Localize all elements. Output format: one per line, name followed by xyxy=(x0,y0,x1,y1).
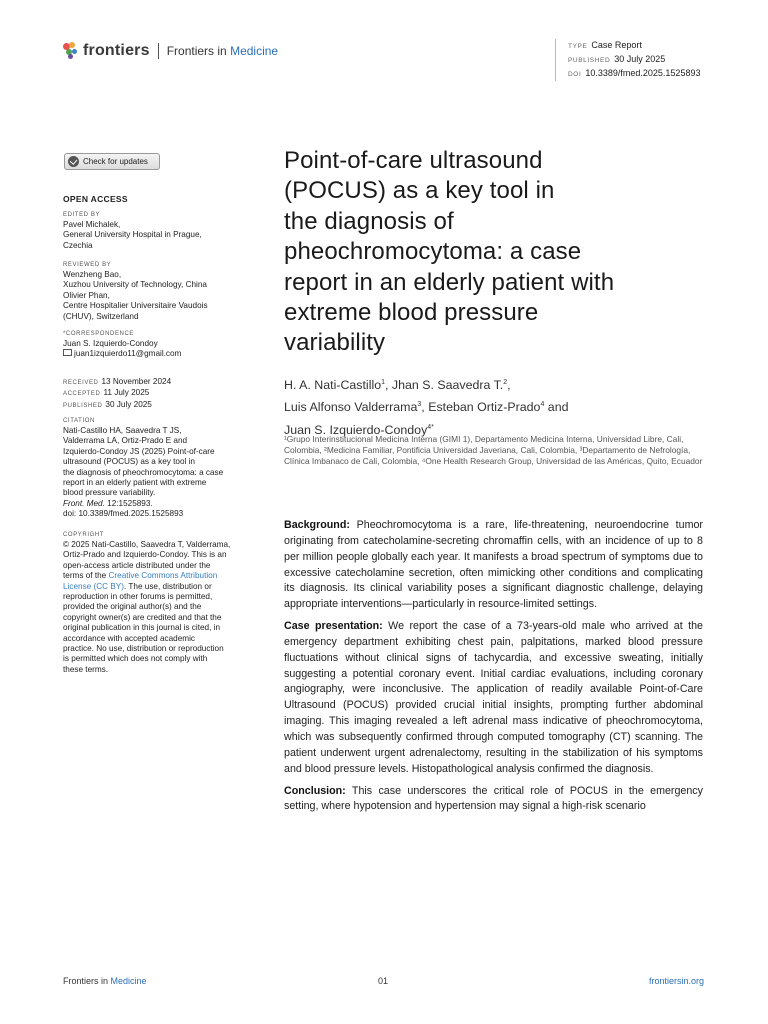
citation-label: CITATION xyxy=(63,418,95,424)
citation-line: Valderrama LA, Ortiz-Prado E and xyxy=(63,436,188,446)
citation-line: Nati-Castillo HA, Saavedra T JS, xyxy=(63,426,182,435)
citation-line: blood pressure variability. xyxy=(63,488,156,498)
reviewer-line: Centre Hospitalier Universitaire Vaudois xyxy=(63,301,208,311)
journal-prefix: Frontiers in xyxy=(166,44,227,58)
author-name[interactable]: Juan S. Izquierdo-Condoy xyxy=(284,422,428,437)
copyright-line: copyright owner(s) are credited and that the xyxy=(63,612,222,622)
author-name[interactable]: H. A. Nati-Castillo xyxy=(284,378,382,393)
edited-by-label: EDITED BY xyxy=(63,212,101,218)
abstract xyxy=(284,518,703,821)
affiliations: ¹Grupo Interinstitucional Medicina Interna (GIMI 1), Departamento Medicina Interna, Universidad Libre, Cali, Colombia, ²Medicina Familiar, Pontificia Universidad Javeriana, Cali, Colombia, ³Departamento de Nefrología, Clínica Imbanaco de Cali, Colombia, ⁴One Health Research Group, Universidad de las Américas, Quito, Ecuador xyxy=(284,434,703,466)
copyright-line: practice. No use, distribution or reproduction xyxy=(63,644,224,654)
type-label: TYPE xyxy=(568,43,588,50)
title-line: pheochromocytoma: a case xyxy=(284,238,582,266)
correspondence-name: Juan S. Izquierdo-Condoy xyxy=(63,339,158,348)
title-line: Point-of-care ultrasound xyxy=(284,147,543,174)
received-label: RECEIVED xyxy=(63,380,99,386)
title-line: the diagnosis of xyxy=(284,207,454,235)
doi-label: DOI xyxy=(568,71,582,78)
check-for-updates-button[interactable] xyxy=(64,153,160,170)
accepted-label: ACCEPTED xyxy=(63,391,101,398)
author-affil-sup: 1 xyxy=(381,379,385,386)
abstract-background xyxy=(284,518,703,613)
dates-block xyxy=(63,377,253,411)
article-title xyxy=(284,146,704,359)
citation-line: report in an elderly patient with extreme xyxy=(63,478,207,488)
published-date: 30 July 2025 xyxy=(105,399,152,409)
citation-line: ultrasound (POCUS) as a key tool in xyxy=(63,457,195,467)
author-name[interactable]: Jhan S. Saavedra T. xyxy=(391,378,504,393)
citation-journal: Front. Med. xyxy=(63,498,105,508)
brand-header xyxy=(63,42,278,60)
mail-icon xyxy=(63,349,72,356)
page-number: 01 xyxy=(378,976,389,986)
brand-divider xyxy=(158,43,159,59)
copyright-line: original publication in this journal is cited, in xyxy=(63,623,221,633)
check-updates-icon xyxy=(68,156,79,167)
reviewed-by-label: REVIEWED BY xyxy=(63,262,112,268)
journal-highlight: Medicine xyxy=(230,44,279,58)
copyright-label: COPYRIGHT xyxy=(63,532,105,538)
copyright-line: Ortiz-Prado and Izquierdo-Condoy. This is an xyxy=(63,550,227,560)
received-date: 13 November 2024 xyxy=(101,377,172,386)
published-label: PUBLISHED xyxy=(63,402,103,409)
author-list xyxy=(284,373,704,440)
author-sep: , xyxy=(421,400,429,415)
section-text: We report the case of a 73-years-old male who arrived at the emergency department exhibiting chest pain, palpitations, marked blood pressure fluctuations without clinical signs of tachycardia, and excessive sweating, initially suggesting a potential coronary event. Initial cardiac evaluations, including coronary angiography, were inconclusive. The application of readily available Point-of-Care Ultrasound (POCUS) provided crucial initial insights, prompting further abdominal imaging. This imaging revealed a left adrenal mass indicative of pheochromocytoma, which was subsequently confirmed through computed tomography (CT) scanning. The patient underwent urgent adrenalectomy, resulting in the stabilization of his symptoms and blood pressure levels. Histopathological analysis confirmed the diagnosis. xyxy=(284,620,703,775)
title-line: variability xyxy=(284,329,386,357)
copyright-line: reproduction in other forums is permitted, xyxy=(63,592,213,602)
reviewer-line: Olivier Phan, xyxy=(63,290,110,300)
copyright-line: accordance with accepted academic xyxy=(63,633,195,643)
section-text: This case underscores the critical role of POCUS in the emergency setting, where hypotension and hypertension may signal a high-risk scenario xyxy=(284,784,703,813)
open-access-label: OPEN ACCESS xyxy=(63,194,128,204)
author-affil-sup: 3 xyxy=(417,401,422,409)
journal-name[interactable] xyxy=(167,44,278,58)
author-affil-sup: 2 xyxy=(503,379,508,386)
citation-line: the diagnosis of pheochromocytoma: a case xyxy=(63,467,224,477)
published-label: PUBLISHED xyxy=(568,57,611,64)
copyright-line: © 2025 Nati-Castillo, Saavedra T, Valderrama, xyxy=(63,540,231,549)
author-sep: , xyxy=(507,378,511,393)
correspondence-label: *CORRESPONDENCE xyxy=(63,331,135,337)
correspondence-email[interactable]: juan1izquierdo11@gmail.com xyxy=(74,349,182,359)
author-name[interactable]: Esteban Ortiz-Prado xyxy=(428,400,541,415)
cc-license-link[interactable]: License (CC BY) xyxy=(63,581,124,591)
reviewed-by-block xyxy=(63,261,253,322)
correspondence-block xyxy=(63,330,253,360)
abstract-conclusion xyxy=(284,784,703,816)
copyright-line: these terms. xyxy=(63,664,109,674)
type-value: Case Report xyxy=(591,40,642,50)
brand-name: frontiers xyxy=(83,42,150,59)
author-affil-sup: 4 xyxy=(540,401,545,409)
correspondence-email-row[interactable] xyxy=(63,349,253,359)
check-updates-label: Check for updates xyxy=(83,157,148,166)
doi-value[interactable]: 10.3389/fmed.2025.1525893 xyxy=(585,68,701,78)
copyright-after-link: . The use, distribution or xyxy=(123,581,212,591)
copyright-line: open-access article distributed under the xyxy=(63,560,211,570)
citation-block xyxy=(63,417,253,520)
published-value: 30 July 2025 xyxy=(614,54,666,64)
author-affil-sup: 4* xyxy=(427,423,434,431)
author-name[interactable]: Luis Alfonso Valderrama xyxy=(284,400,418,415)
accepted-date: 11 July 2025 xyxy=(103,388,150,398)
title-line: (POCUS) as a key tool in xyxy=(284,177,555,205)
author-sep: and xyxy=(544,400,569,415)
frontiers-logo-icon xyxy=(63,42,79,60)
title-line: extreme blood pressure xyxy=(284,299,539,327)
edited-by-block xyxy=(63,211,253,251)
editor-line: Czechia xyxy=(63,240,93,250)
copyright-block xyxy=(63,531,253,675)
editor-line: Pavel Michalek, xyxy=(63,220,121,229)
reviewer-line: Xuzhou University of Technology, China xyxy=(63,280,207,290)
abstract-case-presentation xyxy=(284,619,703,777)
copyright-line: is permitted which does not comply with xyxy=(63,654,208,664)
article-meta xyxy=(555,39,700,81)
citation-line: Izquierdo-Condoy JS (2025) Point-of-care xyxy=(63,446,215,456)
author-sep: , xyxy=(385,378,392,393)
copyright-line: provided the original author(s) and the xyxy=(63,602,202,612)
citation-volume: 12:1525893. xyxy=(107,498,153,508)
reviewer-line: Wenzheng Bao, xyxy=(63,270,122,279)
footer-site-link[interactable] xyxy=(649,976,704,986)
section-head: Conclusion: xyxy=(284,784,346,797)
footer-journal-name: Medicine xyxy=(110,976,147,986)
reviewer-line: (CHUV), Switzerland xyxy=(63,311,139,321)
citation-doi[interactable]: doi: 10.3389/fmed.2025.1525893 xyxy=(63,509,184,519)
footer-journal[interactable] xyxy=(63,976,147,986)
footer-journal-prefix: Frontiers in xyxy=(63,976,109,986)
section-head: Background: xyxy=(284,519,350,531)
site-url[interactable]: frontiersin.org xyxy=(648,976,704,986)
section-text: Pheochromocytoma is a rare, life-threatening, neuroendocrine tumor originating from catecholamine-secreting chromaffin cells, with an incidence of up to 8 per million people globally each year. It manifests a broad spectrum of symptoms due to excessive catecholamine secretion, often mimicking other conditions and complicating its diagnosis. Its clinical variability poses a significant diagnostic challenge, delaying appropriate interventions—particularly in resource-limited settings. xyxy=(284,519,703,611)
cc-license-link[interactable]: Creative Commons Attribution xyxy=(108,571,218,581)
section-head: Case presentation: xyxy=(284,620,383,633)
copyright-terms-prefix: terms of the xyxy=(63,571,107,581)
editor-line: General University Hospital in Prague, xyxy=(63,230,202,240)
title-line: report in an elderly patient with xyxy=(284,268,615,296)
